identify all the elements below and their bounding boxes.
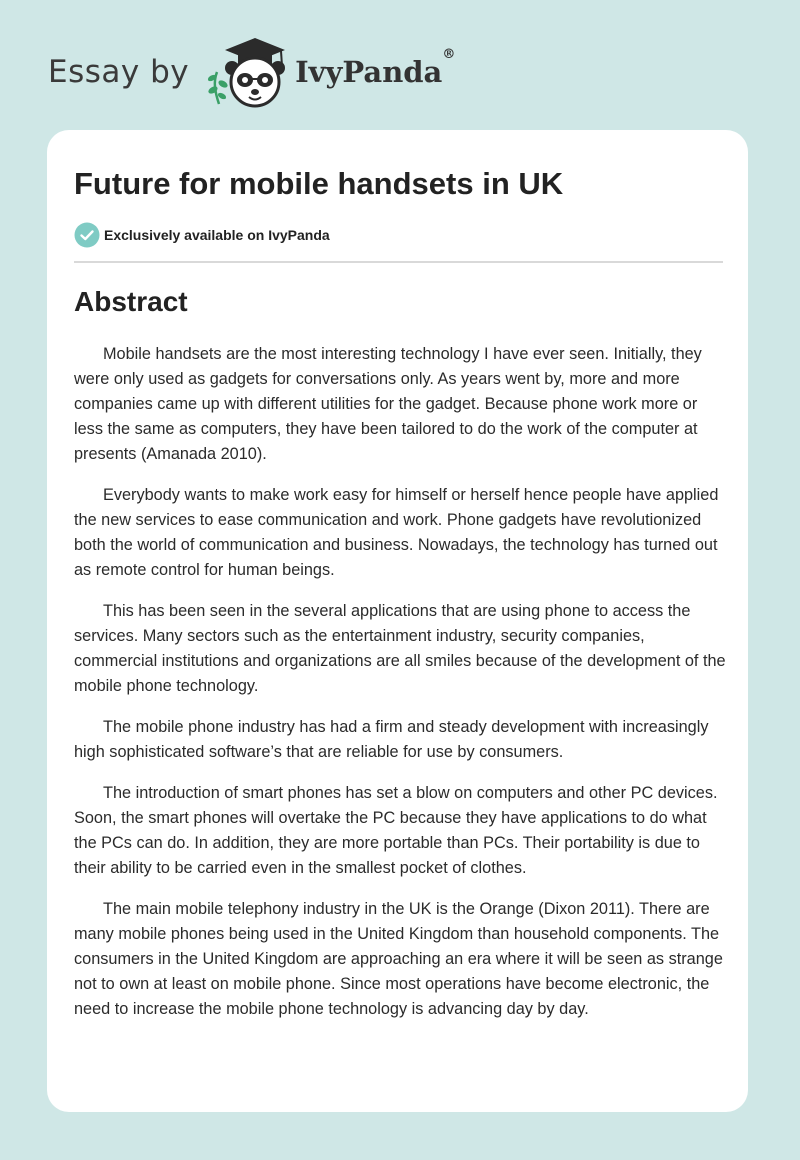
availability-badge: [74, 222, 330, 248]
brand-name-text: IvyPanda: [295, 55, 443, 89]
paragraph: Mobile handsets are the most interesting technology I have ever seen. Initially, they were only used as gadgets for conversations only. As years went by, more and more companies came up with different utilities for the gadget. Because phone work more or less the same as computers, they have been tailored to do the work of the computer at presents (Amanada 2010).: [74, 345, 702, 463]
paragraph: Everybody wants to make work easy for himself or herself hence people have applied the new services to ease communication and work. Phone gadgets have revolutionized both the world of communication and business. Nowadays, the technology has turned out as remote control for human beings.: [74, 486, 719, 579]
badge-label: Exclusively available on IvyPanda: [104, 227, 330, 243]
essay-body: [74, 342, 726, 1038]
brand-header: [48, 34, 455, 110]
brand-name: [295, 47, 456, 89]
essay-title: Future for mobile handsets in UK: [74, 166, 564, 201]
paragraph: The mobile phone industry has had a firm and steady development with increasingly high sophisticated software’s that are reliable for use by consumers.: [74, 718, 709, 761]
title-divider: [74, 261, 723, 263]
check-circle-icon: [74, 222, 100, 248]
registered-mark: ®: [442, 47, 456, 62]
section-heading-abstract: Abstract: [74, 286, 188, 317]
essay-card: [47, 130, 748, 1112]
panda-logo-icon: [205, 34, 291, 110]
brand-prefix: Essay by: [48, 54, 190, 90]
paragraph: The main mobile telephony industry in the UK is the Orange (Dixon 2011). There are many mobile phones being used in the United Kingdom than household components. The consumers in the United Kingdom are approaching an era where it will be seen as strange not to own at least on mobile phone. Since most operations have become electronic, the need to increase the mobile phone technology is advancing day by day.: [74, 900, 723, 1018]
paragraph: The introduction of smart phones has set a blow on computers and other PC devices. Soon, the smart phones will overtake the PC because they have applications to do what the PCs can do. In addition, they are more portable than PCs. Their portability is due to their ability to be carried even in the smallest pocket of clothes.: [74, 784, 718, 877]
paragraph: This has been seen in the several applications that are using phone to access the services. Many sectors such as the entertainment industry, security companies, commercial institutions and organizations are all smiles because of the development of the mobile phone technology.: [74, 602, 726, 695]
